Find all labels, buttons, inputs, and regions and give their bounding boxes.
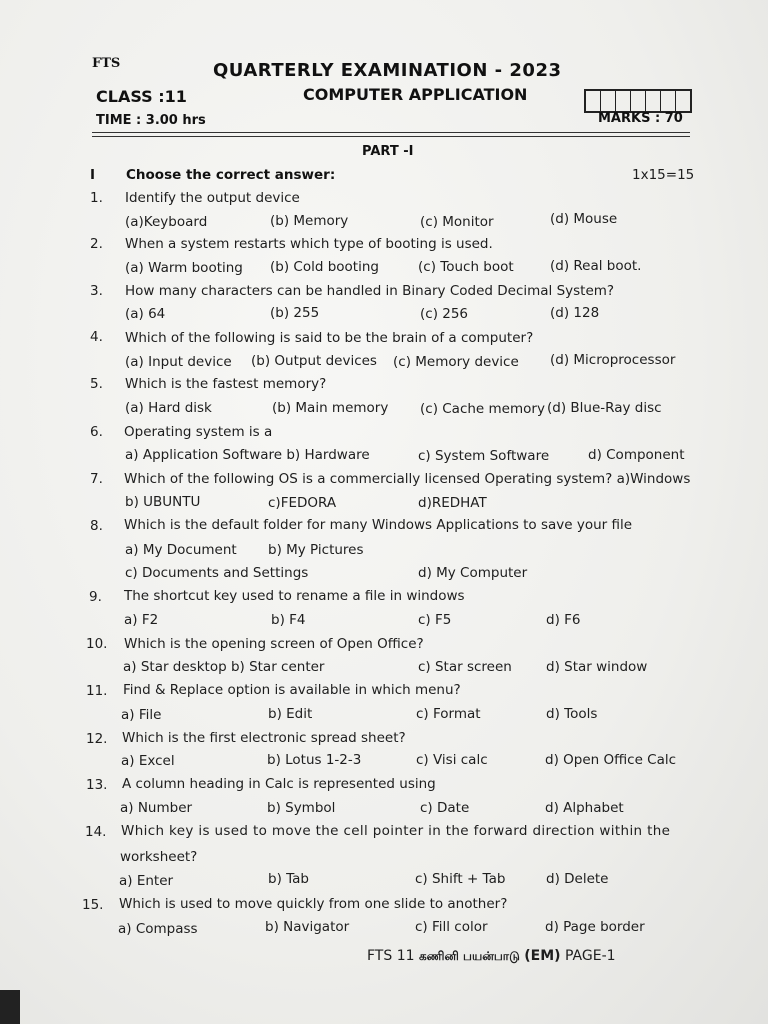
option: a) Star desktop b) Star center — [123, 659, 325, 675]
option: b) Lotus 1-2-3 — [267, 752, 362, 768]
option: c) Visi calc — [416, 752, 488, 768]
option: (d) Blue-Ray disc — [547, 400, 662, 416]
option: (b) Cold booting — [270, 259, 379, 275]
option: a) Application Software b) Hardware — [125, 447, 370, 463]
subject-title: COMPUTER APPLICATION — [303, 85, 528, 104]
option: a) File — [121, 707, 162, 723]
option: c) System Software — [418, 448, 550, 464]
option: d) F6 — [546, 612, 581, 628]
header-rule-top — [92, 132, 690, 133]
exam-title: QUARTERLY EXAMINATION - 2023 — [213, 60, 562, 81]
option: (d) Microprocessor — [550, 352, 676, 368]
question-text: Identify the output device — [125, 190, 300, 206]
question-number: 8. — [90, 518, 103, 534]
question-text: Operating system is a — [124, 424, 273, 440]
question-text: A column heading in Calc is represented using — [122, 776, 436, 792]
option: (d) 128 — [550, 305, 600, 321]
option: b) F4 — [271, 612, 306, 628]
marks-label: MARKS : 70 — [598, 111, 683, 126]
option: (c) Memory device — [393, 354, 519, 370]
question-text: Which is the opening screen of Open Office? — [124, 636, 424, 652]
option: d)REDHAT — [418, 495, 487, 511]
option: a) Excel — [121, 753, 175, 769]
question-number: 13. — [86, 777, 108, 793]
question-number: 9. — [89, 589, 102, 605]
option: d) My Computer — [418, 565, 528, 581]
footer-medium: (EM) — [524, 948, 561, 964]
option: (b) Memory — [270, 213, 349, 229]
question-text: Find & Replace option is available in which menu? — [123, 682, 461, 698]
question-text: Which is the default folder for many Windows Applications to save your file — [124, 517, 633, 533]
question-number: 4. — [90, 329, 103, 345]
option: d) Component — [588, 447, 685, 463]
section-instruction: Choose the correct answer: — [126, 167, 336, 183]
option: (d) Real boot. — [550, 258, 642, 274]
question-text: Which key is used to move the cell pointer in the forward direction within the — [121, 823, 671, 839]
option: c) Star screen — [418, 659, 512, 675]
part-heading: PART -I — [362, 144, 414, 159]
footer-subject-tamil: கணினி பயன்பாடு — [418, 949, 520, 963]
option: d) Delete — [546, 871, 609, 887]
question-number: 3. — [90, 283, 103, 299]
question-text: Which is the first electronic spread sheet? — [122, 730, 406, 746]
option: (b) Main memory — [272, 400, 389, 416]
option: (c) Cache memory — [420, 401, 545, 417]
option: (b) Output devices — [251, 353, 377, 369]
option: c) Fill color — [415, 919, 488, 935]
option: c) Format — [416, 706, 481, 722]
question-number: 10. — [86, 636, 108, 652]
option: b) Tab — [268, 871, 309, 887]
question-number: 1. — [90, 190, 103, 206]
option: b) Navigator — [265, 919, 350, 935]
option: (c) 256 — [420, 306, 469, 322]
option: d) Open Office Calc — [545, 752, 677, 768]
question-number: 2. — [90, 236, 103, 252]
option: c) F5 — [418, 612, 452, 628]
school-code: FTS — [92, 56, 121, 71]
option: (c) Monitor — [420, 214, 494, 230]
question-text-continued: worksheet? — [120, 849, 198, 865]
question-text: Which of the following is said to be the brain of a computer? — [125, 330, 534, 346]
option: c)FEDORA — [268, 495, 337, 511]
time-label: TIME : 3.00 hrs — [96, 113, 206, 128]
register-number-box — [584, 89, 692, 113]
question-number: 5. — [90, 376, 103, 392]
question-number: 12. — [86, 731, 108, 747]
option: a) Number — [120, 800, 193, 816]
section-number: I — [90, 167, 96, 183]
option: a) Compass — [118, 921, 198, 937]
option: c) Date — [420, 800, 470, 816]
question-number: 7. — [90, 471, 103, 487]
question-text: Which is the fastest memory? — [125, 376, 327, 392]
question-number: 6. — [90, 424, 103, 440]
question-text: Which is used to move quickly from one slide to another? — [119, 896, 508, 912]
option: c) Documents and Settings — [125, 565, 309, 581]
option: (b) 255 — [270, 305, 320, 321]
option: a) F2 — [124, 612, 159, 628]
question-number: 11. — [86, 683, 108, 699]
question-text: How many characters can be handled in Binary Coded Decimal System? — [125, 283, 615, 299]
option: a) My Document — [125, 542, 237, 558]
header-rule-bottom — [92, 136, 690, 137]
option: b) Symbol — [267, 800, 336, 816]
option: (a) Hard disk — [125, 400, 212, 416]
option: (a) Warm booting — [125, 260, 243, 276]
option: a) Enter — [119, 873, 174, 889]
class-label: CLASS :11 — [96, 87, 187, 106]
question-text: The shortcut key used to rename a file in windows — [124, 588, 465, 604]
question-number: 14. — [85, 824, 107, 840]
page-footer — [367, 948, 616, 965]
option: (a) Input device — [125, 354, 232, 370]
option: b) My Pictures — [268, 542, 364, 558]
option: (a)Keyboard — [125, 214, 208, 230]
question-text: Which of the following OS is a commercially licensed Operating system? a)Windows — [124, 471, 691, 487]
section-marks: 1x15=15 — [632, 167, 695, 183]
option: d) Page border — [545, 919, 645, 935]
binding-edge-mark — [0, 990, 20, 1024]
option: d) Alphabet — [545, 800, 624, 816]
option: (a) 64 — [125, 306, 166, 322]
question-number: 15. — [82, 897, 104, 913]
option: b) UBUNTU — [125, 494, 201, 510]
option: d) Tools — [546, 706, 598, 722]
option: c) Shift + Tab — [415, 871, 506, 887]
option: d) Star window — [546, 659, 648, 675]
option: (d) Mouse — [550, 211, 618, 227]
footer-page: PAGE-1 — [565, 948, 616, 964]
question-text: When a system restarts which type of booting is used. — [125, 236, 493, 252]
footer-code: FTS 11 — [367, 948, 415, 964]
option: b) Edit — [268, 706, 313, 722]
option: (c) Touch boot — [418, 259, 514, 275]
